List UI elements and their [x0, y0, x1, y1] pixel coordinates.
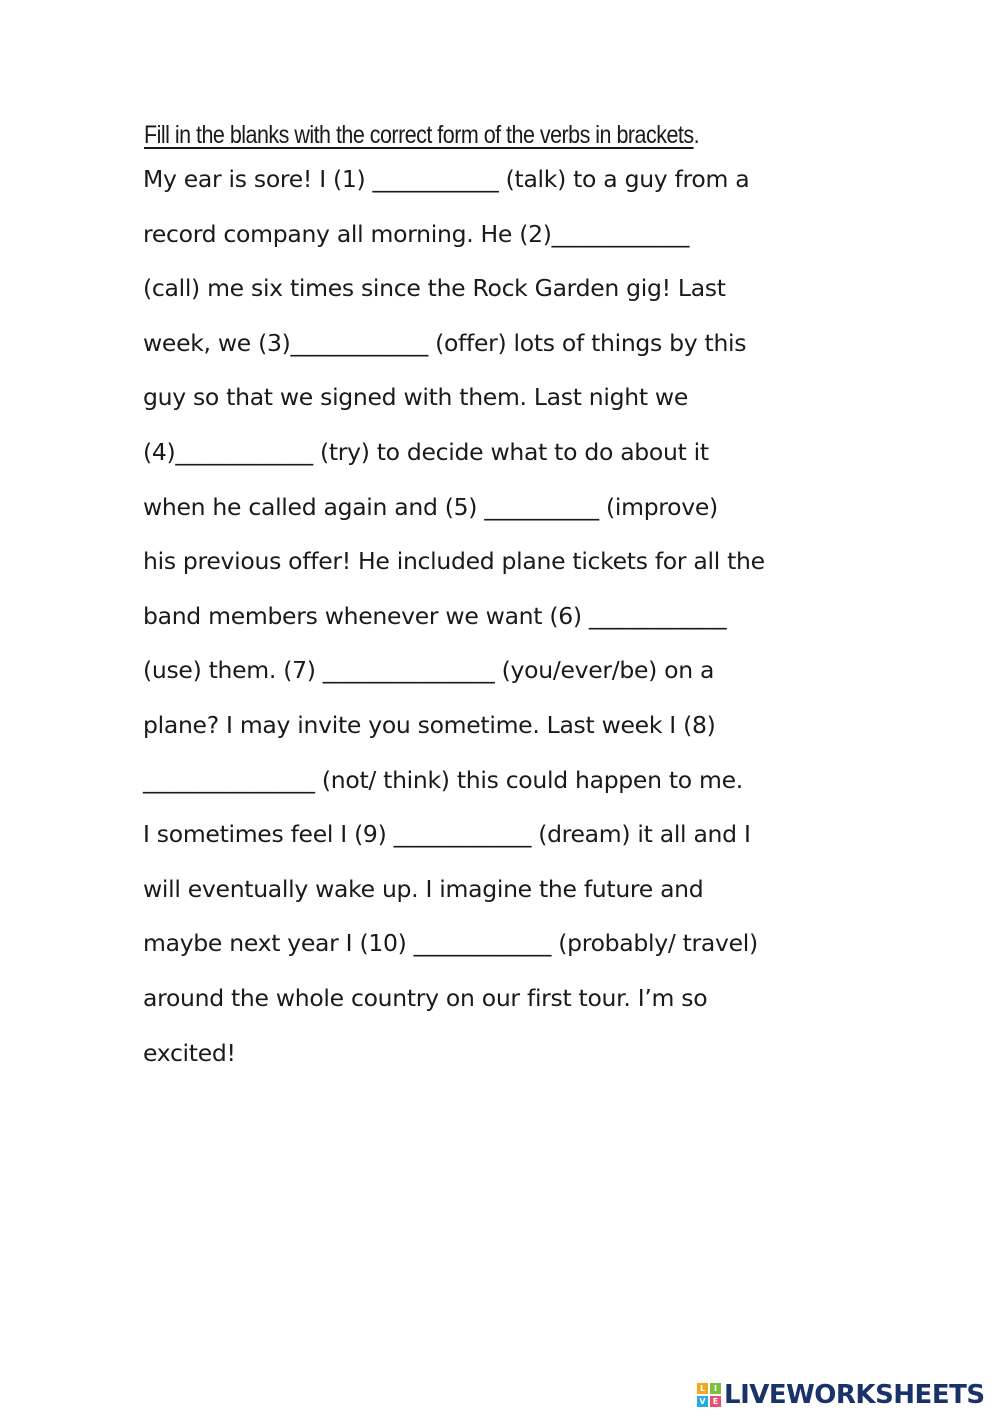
logo-tile-2: I: [710, 1383, 721, 1394]
passage-line: plane? I may invite you sometime. Last week I (8): [143, 710, 716, 739]
liveworksheets-logo-icon: [697, 1383, 721, 1407]
instruction-text: Fill in the blanks with the correct form of the verbs in brackets: [144, 121, 694, 149]
passage-line: My ear is sore! I (1) ___________ (talk) to a guy from a: [143, 165, 750, 193]
passage-line: his previous offer! He included plane tickets for all the: [143, 547, 765, 576]
passage-line: I sometimes feel I (9) ____________ (dream) it all and I: [143, 820, 751, 849]
passage-line: maybe next year I (10) ____________ (probably/ travel): [143, 929, 758, 958]
passage-line: will eventually wake up. I imagine the future and: [143, 874, 704, 903]
instruction-period: .: [693, 121, 700, 149]
passage-line: (use) them. (7) _______________ (you/ever/be) on a: [143, 656, 715, 685]
passage-line: _______________ (not/ think) this could happen to me.: [143, 765, 743, 794]
logo-wordmark: LIVEWORKSHEETS: [724, 1380, 985, 1410]
passage-line: record company all morning. He (2)____________: [143, 219, 690, 248]
passage-line: when he called again and (5) __________ (improve): [143, 492, 718, 521]
liveworksheets-logo: [697, 1378, 985, 1412]
logo-tile-1: L: [697, 1383, 708, 1394]
exercise-passage: [143, 152, 883, 1080]
logo-tile-3: V: [697, 1396, 708, 1407]
passage-line: (4)____________ (try) to decide what to do about it: [143, 437, 709, 466]
passage-line: excited!: [143, 1038, 236, 1067]
passage-line: week, we (3)____________ (offer) lots of things by this: [143, 328, 747, 357]
instruction-heading: [144, 118, 780, 152]
passage-line: guy so that we signed with them. Last night we: [143, 383, 688, 412]
passage-line: around the whole country on our first tour. I’m so: [143, 983, 708, 1012]
passage-line: (call) me six times since the Rock Garden gig! Last: [143, 274, 726, 303]
logo-tile-4: E: [710, 1396, 721, 1407]
passage-line: band members whenever we want (6) ____________: [143, 601, 727, 630]
